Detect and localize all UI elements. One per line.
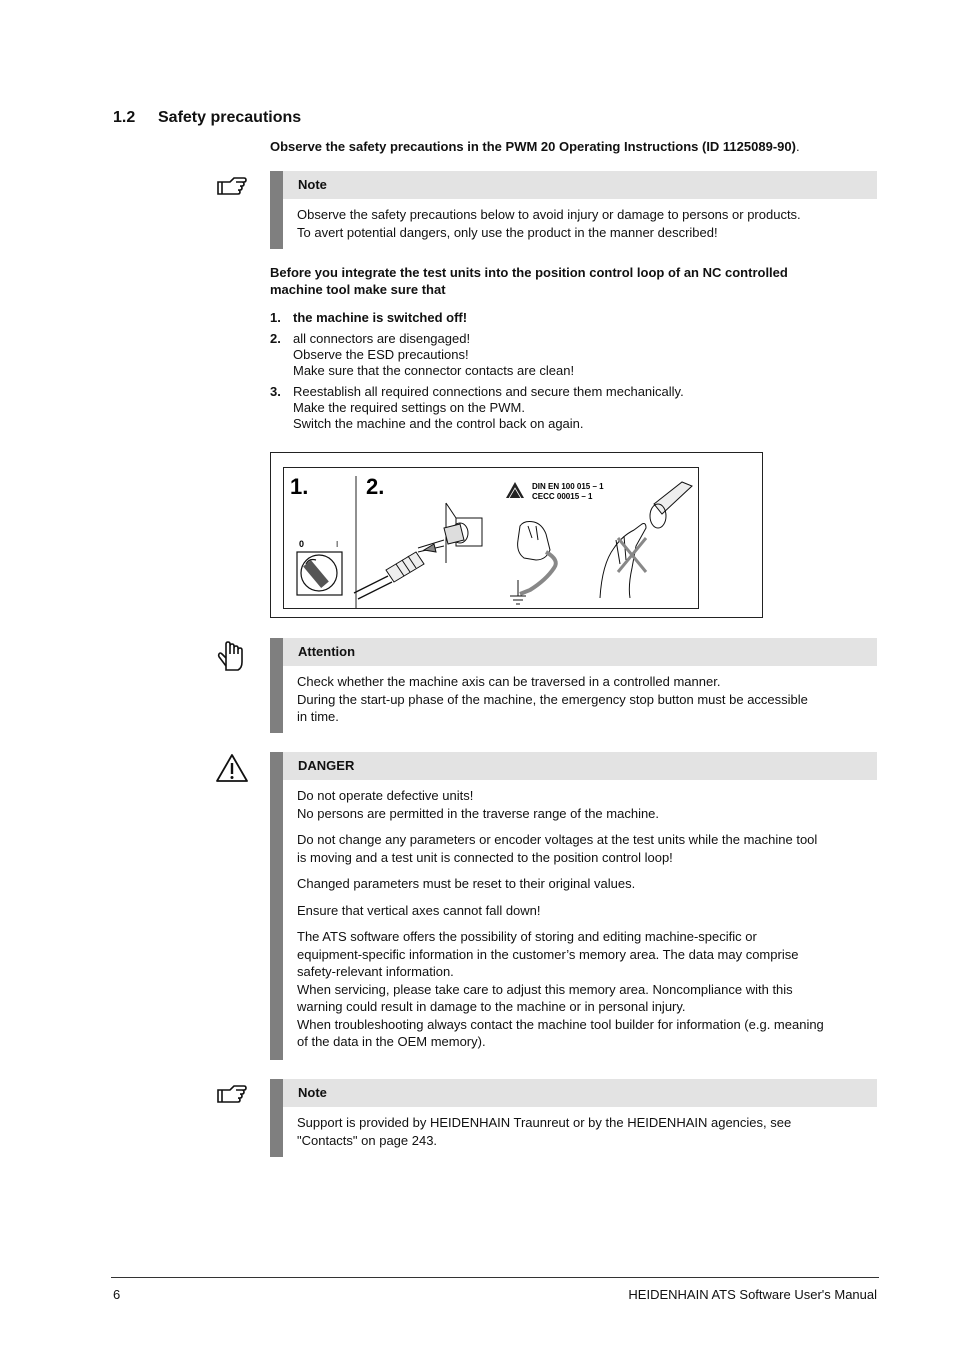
list-item bbox=[270, 310, 870, 326]
attention-heading: Attention bbox=[283, 638, 877, 666]
figure-illustration bbox=[283, 467, 699, 609]
danger-line: The ATS software offers the possibility of storing and editing machine-specific or bbox=[297, 929, 757, 944]
danger-paragraph: Ensure that vertical axes cannot fall down! bbox=[297, 902, 541, 918]
danger-line: No persons are permitted in the traverse range of the machine. bbox=[297, 805, 660, 821]
list-item bbox=[270, 331, 870, 379]
intro-bold: Observe the safety precautions in the PWM 20 Operating Instructions (ID 1125089-90) bbox=[270, 139, 796, 154]
standard-din: DIN EN 100 015 – 1 bbox=[532, 482, 604, 491]
page-number: 6 bbox=[113, 1287, 121, 1302]
lead-text bbox=[270, 264, 870, 298]
callout-bar bbox=[270, 638, 283, 733]
esd-warning-icon bbox=[506, 482, 524, 500]
danger-line: Do not change any parameters or encoder voltages at the test units while the machine tool bbox=[297, 832, 818, 847]
lead-line: Before you integrate the test units into the position control loop of an NC controlled bbox=[270, 265, 788, 280]
step-text: all connectors are disengaged! bbox=[293, 331, 471, 346]
footer-rule bbox=[111, 1277, 879, 1278]
note-body bbox=[297, 206, 877, 241]
callout-bar bbox=[270, 752, 283, 1060]
step-number: 3. bbox=[270, 384, 281, 399]
pointing-hand-icon bbox=[214, 1076, 250, 1112]
danger-paragraph bbox=[297, 831, 877, 866]
note-callout bbox=[270, 1079, 877, 1157]
danger-heading: DANGER bbox=[283, 752, 877, 780]
section-number: 1.2 bbox=[113, 109, 136, 126]
step-number: 2. bbox=[270, 331, 281, 346]
section-title: Safety precautions bbox=[158, 109, 302, 126]
step-number: 1. bbox=[270, 310, 281, 325]
grounded-hand-icon bbox=[510, 522, 556, 605]
danger-paragraph bbox=[297, 787, 877, 822]
attention-line: Check whether the machine axis can be traversed in a controlled manner. bbox=[297, 674, 721, 689]
standard-cecc: CECC 00015 – 1 bbox=[532, 492, 593, 501]
steps-list bbox=[270, 310, 870, 437]
note-line: Support is provided by HEIDENHAIN Traunreut or by the HEIDENHAIN agencies, see bbox=[297, 1115, 792, 1130]
attention-line: During the start-up phase of the machine, the emergency stop button must be accessible bbox=[297, 691, 808, 707]
note-line: "Contacts" on page 243. bbox=[297, 1132, 438, 1148]
step-text: Observe the ESD precautions! bbox=[293, 347, 469, 362]
switch-on-label: I bbox=[336, 540, 339, 549]
step-text: Make sure that the connector contacts are clean! bbox=[293, 363, 575, 378]
attention-line: in time. bbox=[297, 709, 339, 724]
warning-triangle-icon bbox=[214, 751, 250, 787]
danger-line: warning could result in damage to the machine or in personal injury. bbox=[297, 999, 686, 1014]
note-heading: Note bbox=[283, 1079, 877, 1107]
note-line: Observe the safety precautions below to avoid injury or damage to persons or products. bbox=[297, 207, 801, 222]
no-touch-icon bbox=[600, 482, 692, 598]
attention-body bbox=[297, 673, 877, 726]
callout-bar bbox=[270, 1079, 283, 1157]
danger-line: safety-relevant information. bbox=[297, 964, 454, 979]
switch-off-label: 0 bbox=[299, 539, 305, 549]
danger-callout bbox=[270, 752, 877, 1060]
step-text: Make the required settings on the PWM. bbox=[293, 400, 525, 415]
danger-line: When servicing, please take care to adjust this memory area. Noncompliance with this bbox=[297, 981, 793, 997]
list-item bbox=[270, 384, 870, 432]
danger-line: of the data in the OEM memory). bbox=[297, 1034, 486, 1049]
connector-icon bbox=[354, 503, 482, 599]
danger-body bbox=[297, 787, 877, 1060]
danger-line: is moving and a test unit is connected to the position control loop! bbox=[297, 849, 673, 865]
callout-bar bbox=[270, 171, 283, 249]
intro-text bbox=[270, 139, 880, 154]
step-text: the machine is switched off! bbox=[293, 310, 468, 325]
figure-label-1: 1. bbox=[290, 474, 309, 499]
main-switch-icon bbox=[297, 539, 342, 595]
figure-label-2: 2. bbox=[366, 474, 385, 499]
danger-line: Do not operate defective units! bbox=[297, 788, 474, 803]
lead-line: machine tool make sure that bbox=[270, 282, 446, 297]
step-text: Switch the machine and the control back on again. bbox=[293, 416, 584, 431]
danger-line: equipment-specific information in the customer’s memory area. The data may comprise bbox=[297, 946, 799, 962]
attention-hand-icon bbox=[214, 638, 250, 674]
note-line: To avert potential dangers, only use the product in the manner described! bbox=[297, 224, 718, 240]
danger-paragraph: Changed parameters must be reset to their original values. bbox=[297, 876, 636, 891]
attention-callout bbox=[270, 638, 877, 733]
danger-paragraph bbox=[297, 928, 877, 1051]
note-body bbox=[297, 1114, 877, 1149]
intro-period: . bbox=[795, 139, 800, 154]
manual-title: HEIDENHAIN ATS Software User's Manual bbox=[628, 1287, 877, 1302]
note-heading: Note bbox=[283, 171, 877, 199]
step-text: Reestablish all required connections and secure them mechanically. bbox=[293, 384, 684, 399]
pointing-hand-icon bbox=[214, 168, 250, 204]
note-callout bbox=[270, 171, 877, 249]
danger-line: When troubleshooting always contact the machine tool builder for information (e.g. meaning bbox=[297, 1016, 824, 1032]
